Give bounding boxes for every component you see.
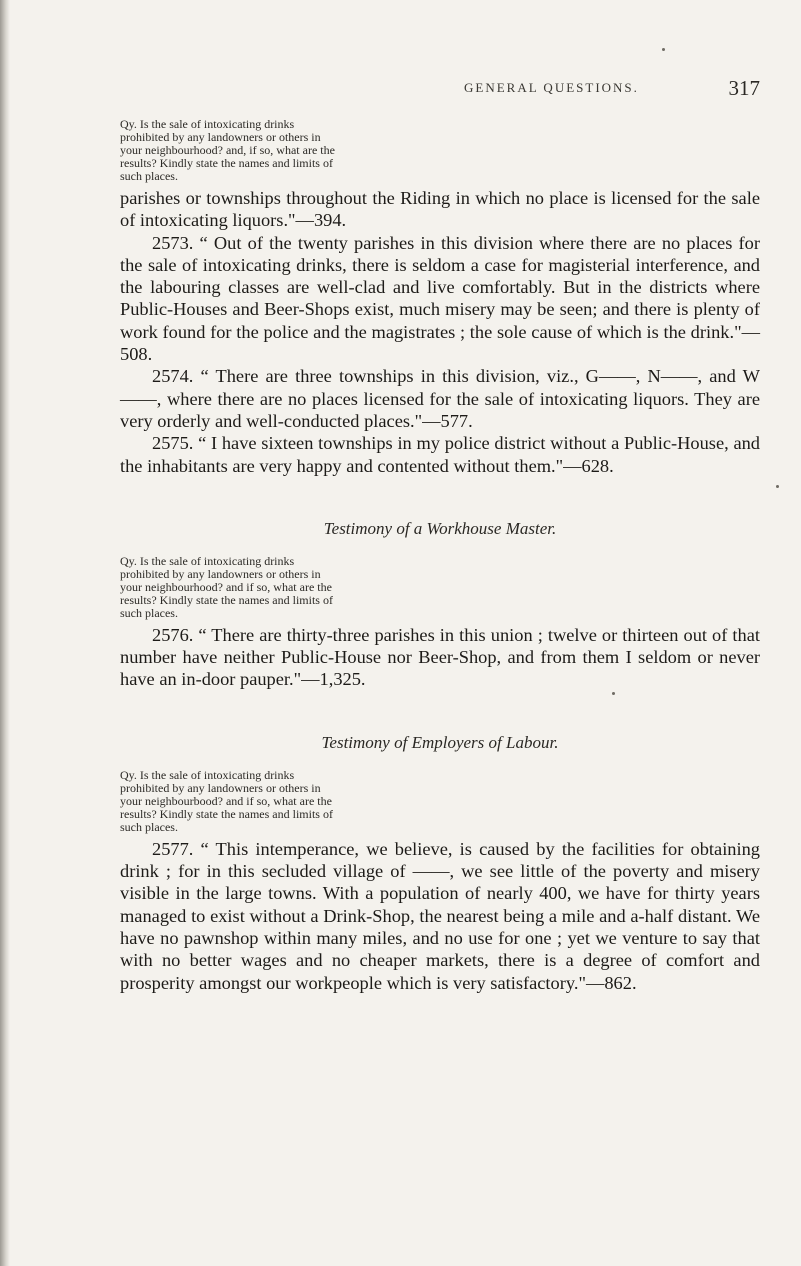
ink-speck (612, 692, 615, 695)
page-content (120, 118, 760, 994)
running-title: GENERAL QUESTIONS. (464, 80, 639, 95)
query-note: Qy. Is the sale of intoxicating drinks prohibited by any landowners or others in your neighbourhood? and if so, what are the results? Kindly state the names and limits of such places. (120, 553, 333, 620)
running-head (120, 78, 760, 102)
paragraph-2576: 2576. “ There are thirty-three parishes in this union ; twelve or thirteen out of that number have neither Public-House nor Beer-Shop, and from them I seldom or never have an in-door pauper."—1,325. (120, 624, 760, 690)
page-binding-edge (0, 0, 10, 1266)
paragraph-2573: 2573. “ Out of the twenty parishes in this division where there are no places for the sale of intoxicating drinks, there is seldom a case for magisterial interference, and the labouring classes are well-clad and live comfortably. But in the districts where Public-Houses and Beer-Shops exist, much misery may be seen; and there is plenty of work found for the police and the magistrates ; the sole cause of which is the drink."—508. (120, 232, 760, 365)
section-heading-employers-of-labour: Testimony of Employers of Labour. (321, 732, 559, 752)
ink-speck (776, 485, 779, 488)
paragraph-2575: 2575. “ I have sixteen townships in my police district without a Public-House, and the inhabitants are very happy and contented without them."—628. (120, 433, 760, 476)
query-note: Qy. Is the sale of intoxicating drinks prohibited by any landowners or others in your neighbourhood? and, if so, what are the results? Kindly state the names and limits of such places. (120, 117, 335, 183)
paragraph-2577: 2577. “ This intemperance, we believe, is caused by the facilities for obtaining drink ; for in this secluded village of ——, we see little of the poverty and misery visible in the large towns. With a population of nearly 400, we have for thirty years managed to exist without a Drink-Shop, the nearest being a mile and a-half distant. We have no pawnshop within many miles, and no use for one ; yet we venture to say that with no better wages and no cheaper markets, there is a degree of comfort and prosperity amongst our workpeople which is very satisfactory."—862. (120, 838, 760, 993)
ink-speck (662, 48, 665, 51)
paragraph-2574: 2574. “ There are three townships in this division, viz., G——, N——, and W——, where there are no places licensed for the sale of intoxicating liquors. They are very orderly and well-conducted places."—577. (120, 366, 760, 431)
paragraph-2572-continuation: parishes or townships throughout the Riding in which no place is licensed for the sale of intoxicating liquors."—394. (120, 188, 760, 231)
query-note: Qy. Is the sale of intoxicating drinks prohibited by any landowners or others in your neighbourbood? and if so, what are the results? Kindly state the names and limits of such places. (120, 767, 333, 834)
page-number: 317 (728, 76, 760, 100)
section-heading-workhouse-master: Testimony of a Workhouse Master. (323, 518, 557, 538)
